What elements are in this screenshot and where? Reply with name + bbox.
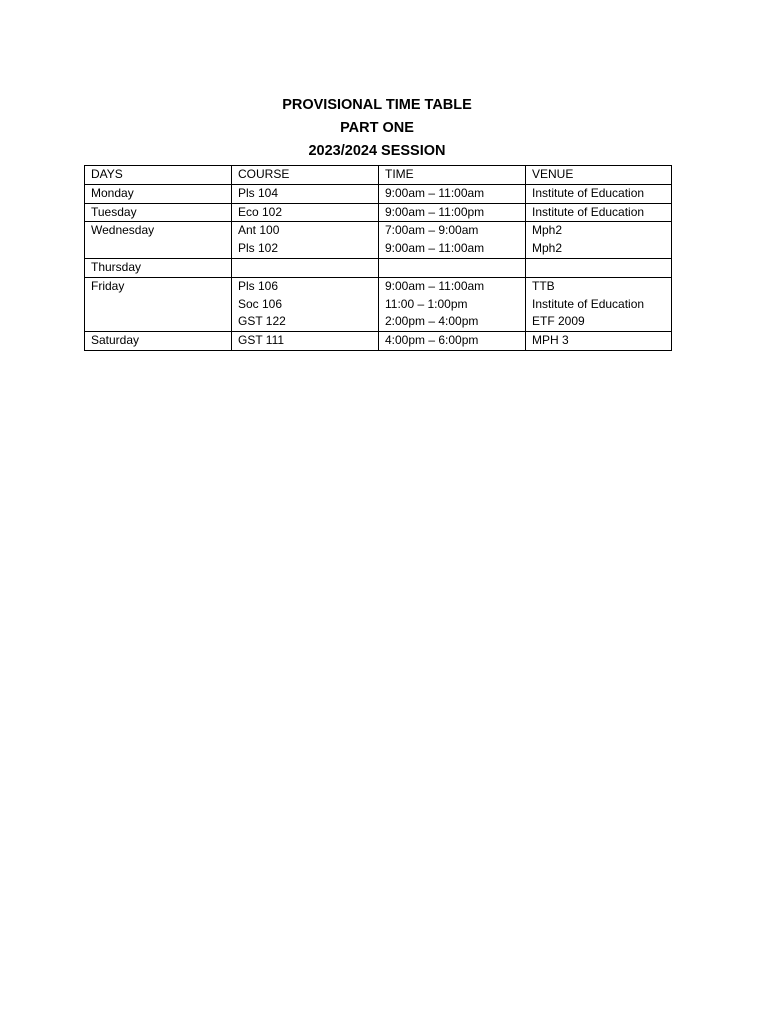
table-row [85,203,672,222]
table-row [85,258,672,277]
venue-label: MPH 3 [532,333,569,348]
header-course: COURSE [232,166,379,185]
day-label: Wednesday [91,223,155,238]
course-cell [232,184,379,203]
table-row [85,222,672,259]
time-cell [379,332,526,351]
time-label: 9:00am – 11:00am [385,278,485,293]
venue-cell [526,203,672,222]
venue-cell [526,222,672,259]
course-label: Pls 106 [238,278,279,293]
day-cell [85,277,232,331]
time-cell [379,277,526,331]
time-cell [379,258,526,277]
course-label: Eco 102 [238,204,283,219]
document-subtitle-part: PART ONE [340,120,414,136]
venue-label: Institute of Education [532,296,645,311]
course-cell [232,332,379,351]
empty-cell [532,259,671,277]
day-cell [85,222,232,259]
time-cell [379,184,526,203]
course-label: GST 111 [238,333,285,348]
venue-label: ETF 2009 [532,314,585,329]
time-cell [379,203,526,222]
time-label: 9:00am – 11:00pm [385,204,485,219]
day-label: Thursday [91,259,142,274]
course-label: Pls 104 [238,185,279,200]
time-label: 9:00am – 11:00am [385,185,485,200]
course-label: Soc 106 [238,296,283,311]
venue-label: TTB [532,278,555,293]
day-label: Tuesday [91,204,137,219]
venue-cell [526,184,672,203]
venue-cell [526,258,672,277]
course-label: Ant 100 [238,223,280,238]
course-cell [232,277,379,331]
header-time: TIME [379,166,526,185]
day-cell [85,184,232,203]
day-label: Saturday [91,333,140,348]
course-cell [232,222,379,259]
course-cell [232,203,379,222]
venue-label: Mph2 [532,241,563,256]
venue-label: Institute of Education [532,204,645,219]
venue-label: Mph2 [532,223,563,238]
course-label: Pls 102 [238,241,279,256]
day-cell [85,203,232,222]
course-label: GST 122 [238,314,286,329]
table-header-row [85,166,672,185]
course-cell [232,258,379,277]
time-label: 2:00pm – 4:00pm [385,314,479,329]
time-label: 4:00pm – 6:00pm [385,333,479,348]
venue-cell [526,277,672,331]
time-label: 7:00am – 9:00am [385,223,479,238]
time-cell [379,222,526,259]
table-row [85,332,672,351]
time-label: 9:00am – 11:00am [385,241,485,256]
empty-cell [385,259,525,277]
document-subtitle-session: 2023/2024 SESSION [308,143,446,159]
empty-cell [238,259,378,277]
header-days: DAYS [85,166,232,185]
document-title: PROVISIONAL TIME TABLE [282,97,472,113]
day-label: Monday [91,185,134,200]
table-row [85,184,672,203]
day-cell [85,332,232,351]
day-cell [85,258,232,277]
table-row [85,277,672,331]
timetable [84,165,672,351]
venue-label: Institute of Education [532,185,645,200]
header-venue: VENUE [526,166,672,185]
day-label: Friday [91,278,125,293]
title-block [84,94,670,163]
time-label: 11:00 – 1:00pm [385,296,468,311]
venue-cell [526,332,672,351]
